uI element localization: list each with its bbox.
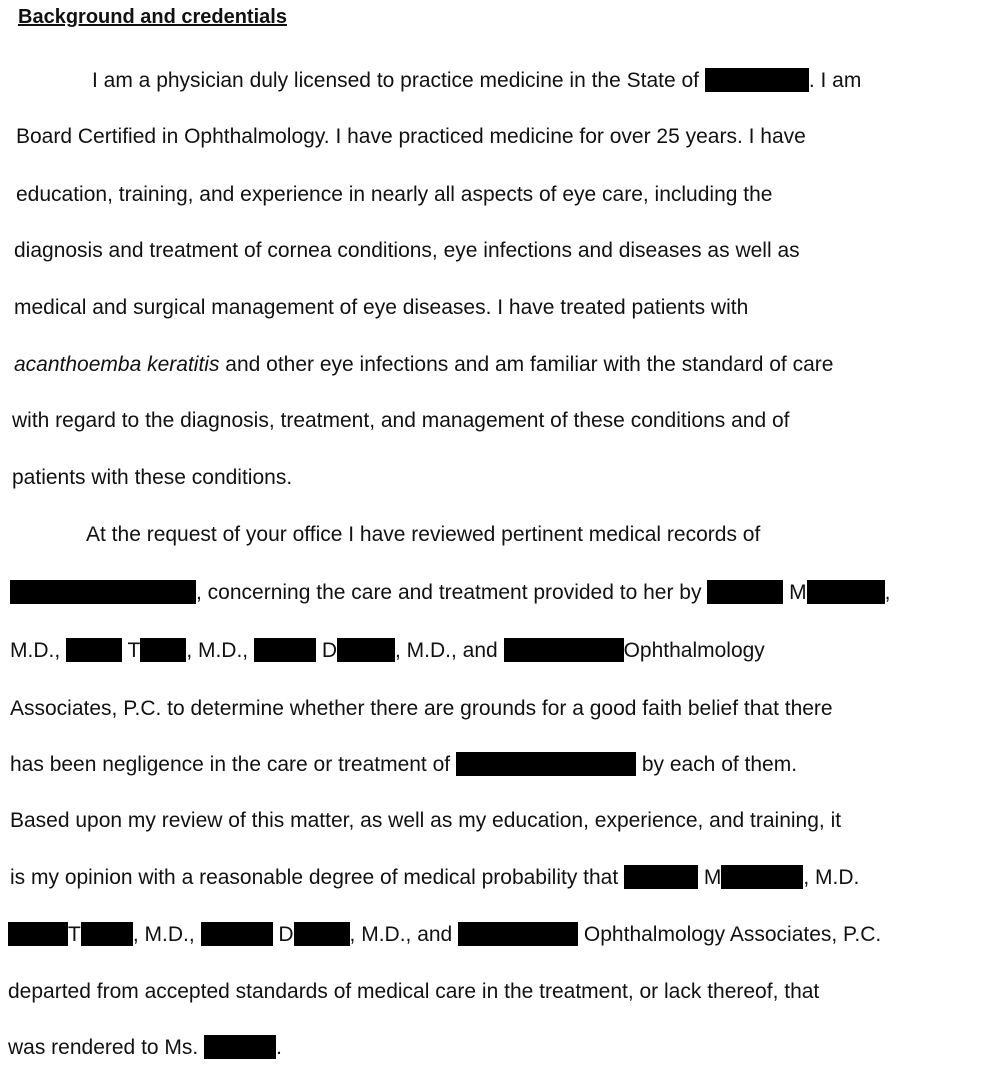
redaction [458, 922, 578, 946]
redaction [10, 580, 196, 604]
p1-line-3: education, training, and experience in nearly all aspects of eye care, including the [16, 183, 773, 206]
p2-line-1: At the request of your office I have reviewed pertinent medical records of [86, 523, 761, 546]
redaction [201, 922, 273, 946]
p2-line-8: T , M.D., D , M.D., and Ophthalmology Associates, P.C. [8, 922, 881, 948]
redaction [8, 922, 68, 946]
p2-line-5: has been negligence in the care or treatment of by each of them. [10, 753, 798, 776]
p2-line-2: , concerning the care and treatment provided to her by M , [10, 580, 891, 606]
redaction [707, 580, 783, 604]
p1-line-5: medical and surgical management of eye diseases. I have treated patients with [14, 296, 749, 319]
p1-line-8: patients with these conditions. [12, 466, 293, 489]
redaction [204, 1035, 276, 1059]
p2-line-9: departed from accepted standards of medical care in the treatment, or lack thereof, that [8, 980, 820, 1003]
p2-line-10: was rendered to Ms. . [8, 1036, 282, 1059]
section-heading: Background and credentials [18, 6, 287, 28]
redaction [456, 752, 636, 776]
p2-line-7: is my opinion with a reasonable degree of medical probability that M , M.D. [10, 866, 860, 889]
p1-line-1: I am a physician duly licensed to practice medicine in the State of . I am [92, 69, 862, 92]
redaction [705, 68, 809, 92]
p2-line-4: Associates, P.C. to determine whether there are grounds for a good faith belief that there [10, 697, 833, 720]
p1-line-7: with regard to the diagnosis, treatment, and management of these conditions and of [12, 409, 790, 432]
p2-line-6: Based upon my review of this matter, as well as my education, experience, and training, it [10, 809, 842, 832]
redaction [66, 638, 122, 662]
redaction [504, 638, 624, 662]
p1-line-6: acanthoemba keratitis and other eye infections and am familiar with the standard of care [14, 353, 834, 376]
p1-line-4: diagnosis and treatment of cornea conditions, eye infections and diseases as well as [14, 239, 800, 262]
redaction [337, 638, 395, 662]
redaction [140, 638, 186, 662]
redaction [721, 865, 803, 889]
redaction [807, 580, 885, 604]
redaction [624, 865, 698, 889]
p2-line-3: M.D., T , M.D., D , M.D., and Ophthalmology [10, 639, 765, 662]
redaction [294, 922, 350, 946]
redaction [81, 922, 133, 946]
redaction [254, 638, 316, 662]
p1-line-2: Board Certified in Ophthalmology. I have practiced medicine for over 25 years. I have [16, 125, 806, 148]
